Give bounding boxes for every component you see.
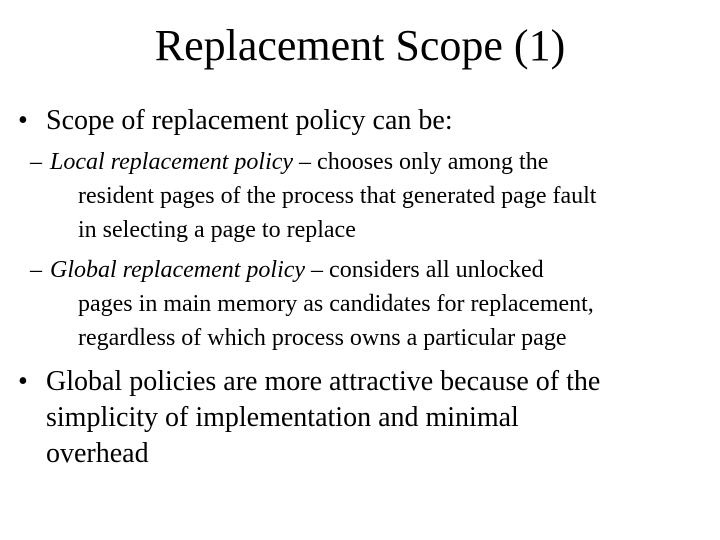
bullet-text-line-3: overhead — [46, 438, 149, 469]
term-local-replacement: Local replacement policy — [50, 149, 294, 175]
sub-bullet-line-1 — [30, 253, 594, 287]
sub-bullet-line-1 — [30, 145, 596, 179]
bullet-text-line-1: Global policies are more attractive because of the — [46, 366, 601, 397]
sub-bullet-line-2: resident pages of the process that generated page fault — [78, 183, 597, 209]
term-global-replacement: Global replacement policy — [50, 257, 306, 283]
dash-marker: – — [30, 149, 42, 175]
sub-bullet-line-3: regardless of which process owns a particular page — [78, 325, 567, 351]
bullet-global-policies — [18, 364, 600, 472]
sub-bullet-text: – considers all unlocked — [305, 257, 544, 283]
sub-bullet-line-3: in selecting a page to replace — [78, 217, 356, 243]
bullet-marker: • — [18, 366, 28, 397]
sub-bullet-line-2: pages in main memory as candidates for replacement, — [78, 291, 594, 317]
dash-marker: – — [30, 257, 42, 283]
slide-title: Replacement Scope (1) — [154, 21, 566, 70]
sub-bullet-global — [30, 253, 594, 355]
bullet-text-line-2: simplicity of implementation and minimal — [46, 402, 519, 433]
bullet-scope — [18, 103, 453, 139]
bullet-marker: • — [18, 105, 28, 136]
bullet-text: Scope of replacement policy can be: — [46, 105, 453, 136]
sub-bullet-text: – chooses only among the — [293, 149, 549, 175]
sub-bullet-local — [30, 145, 596, 247]
